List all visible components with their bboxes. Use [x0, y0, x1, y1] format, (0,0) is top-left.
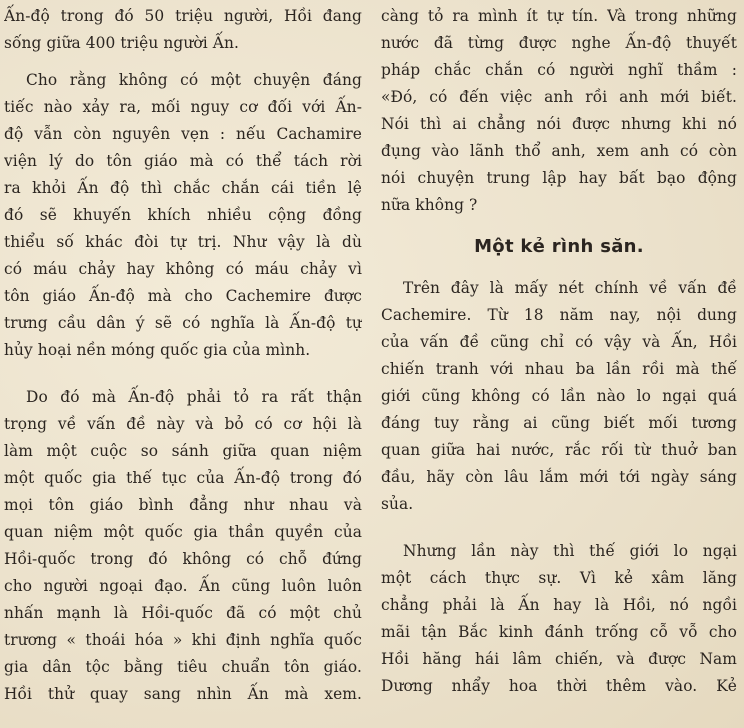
text-line: «Đó, có đến việc anh rồi anh mới biết. — [381, 88, 737, 106]
paragraph — [4, 384, 362, 708]
text-line: độ vẫn còn nguyên vẹn : nếu Cachamire — [4, 125, 362, 143]
text-line: có máu chảy hay không có máu chảy vì — [4, 260, 362, 278]
text-line: nhấn mạnh là Hồi-quốc đã có một chủ — [4, 604, 362, 622]
text-line: Cho rằng không có một chuyện đáng — [26, 71, 362, 89]
text-line: của vấn đề cũng chỉ có vậy và Ấn, Hồi — [381, 333, 737, 351]
text-line: nước đã từng được nghe Ấn-độ thuyết — [381, 34, 737, 52]
text-line: Trên đây là mấy nét chính về vấn đề — [403, 279, 737, 297]
paragraph-gap — [4, 57, 362, 67]
text-line: Hồi hăng hái lâm chiến, và được Nam — [381, 650, 737, 668]
text-line: sủa. — [381, 495, 414, 513]
text-line: Cachemire. Từ 18 năm nay, nội dung — [381, 306, 737, 324]
text-line: trưng cầu dân ý sẽ có nghĩa là Ấn-độ tự — [4, 314, 362, 332]
text-line: Do đó mà Ấn-độ phải tỏ ra rất thận — [26, 388, 362, 406]
text-line: Dương nhẩy hoa thời thêm vào. Kẻ — [381, 677, 737, 695]
section-heading: Một kẻ rình săn. — [474, 236, 644, 257]
text-line: nữa không ? — [381, 196, 478, 214]
text-line: đó sẽ khuyến khích nhiều cộng đồng — [4, 206, 362, 224]
text-line: Ấn-độ trong đó 50 triệu người, Hồi đang — [4, 7, 362, 25]
text-line: mọi tôn giáo bình đẳng như nhau và — [4, 496, 362, 514]
text-line: nói chuyện trung lập hay bất bạo động — [381, 169, 737, 187]
text-line: gia dân tộc bằng tiêu chuẩn tôn giáo. — [4, 658, 362, 676]
text-line: một cách thực sự. Vì kẻ xâm lăng — [381, 569, 737, 587]
text-line: sống giữa 400 triệu người Ấn. — [4, 34, 239, 52]
text-line: ra khỏi Ấn độ thì chắc chắn cái tiền lệ — [4, 179, 362, 197]
paragraph — [381, 3, 737, 219]
right-column — [381, 0, 737, 700]
text-line: Nhưng lần này thì thế giới lo ngại — [403, 542, 737, 560]
text-line: trương « thoái hóa » khi định nghĩa quốc — [4, 631, 362, 649]
text-line: Hồi-quốc trong đó không có chỗ đứng — [4, 550, 362, 568]
paragraph — [381, 538, 737, 700]
paragraph-gap — [4, 364, 362, 384]
text-line: pháp chắc chắn có người nghĩ thầm : — [381, 61, 737, 79]
text-line: trọng về vấn đề này và bỏ có cơ hội là — [4, 415, 362, 433]
paragraph — [4, 3, 362, 57]
text-line: Nói thì ai chẳng nói được nhưng khi nó — [381, 115, 737, 133]
paragraph-gap — [381, 518, 737, 538]
text-line: càng tỏ ra mình ít tự tín. Và trong những — [381, 7, 737, 25]
text-line: làm một cuộc so sánh giữa quan niệm — [4, 442, 362, 460]
text-line: tôn giáo Ấn-độ mà cho Cachemire được — [4, 287, 362, 305]
text-line: quan niệm một quốc gia thần quyền của — [4, 523, 362, 541]
text-line: Hồi thử quay sang nhìn Ấn mà xem. — [4, 685, 362, 703]
text-line: đáng tuy rằng ai cũng biết mối tương — [381, 414, 737, 432]
text-line: viện lý do tôn giáo mà có thể tách rời — [4, 152, 362, 170]
text-line: đầu, hãy còn lâu lắm mới tới ngày sáng — [381, 468, 737, 486]
left-column — [4, 0, 362, 708]
paragraph — [381, 275, 737, 518]
text-line: thiểu số khác đòi tự trị. Như vậy là dù — [4, 233, 362, 251]
paragraph — [4, 67, 362, 364]
text-line: mãi tận Bắc kinh đánh trống cỗ vỗ cho — [381, 623, 737, 641]
text-line: cho người ngoại đạo. Ấn cũng luôn luôn — [4, 577, 362, 595]
text-line: hủy hoại nền móng quốc gia của mình. — [4, 341, 311, 359]
text-line: quan giữa hai nước, rắc rối từ thuở ban — [381, 441, 737, 459]
text-line: một quốc gia thế tục của Ấn-độ trong đó — [4, 469, 362, 487]
text-line: đụng vào lãnh thổ anh, xem anh có còn — [381, 142, 737, 160]
text-line: giới cũng không có lần nào lo ngại quá — [381, 387, 737, 405]
text-line: chiến tranh với nhau ba lần rồi mà thế — [381, 360, 737, 378]
text-line: chẳng phải là Ấn hay là Hồi, nó ngồi — [381, 596, 737, 614]
text-line: tiếc nào xảy ra, mối nguy cơ đối với Ấn- — [4, 98, 362, 116]
